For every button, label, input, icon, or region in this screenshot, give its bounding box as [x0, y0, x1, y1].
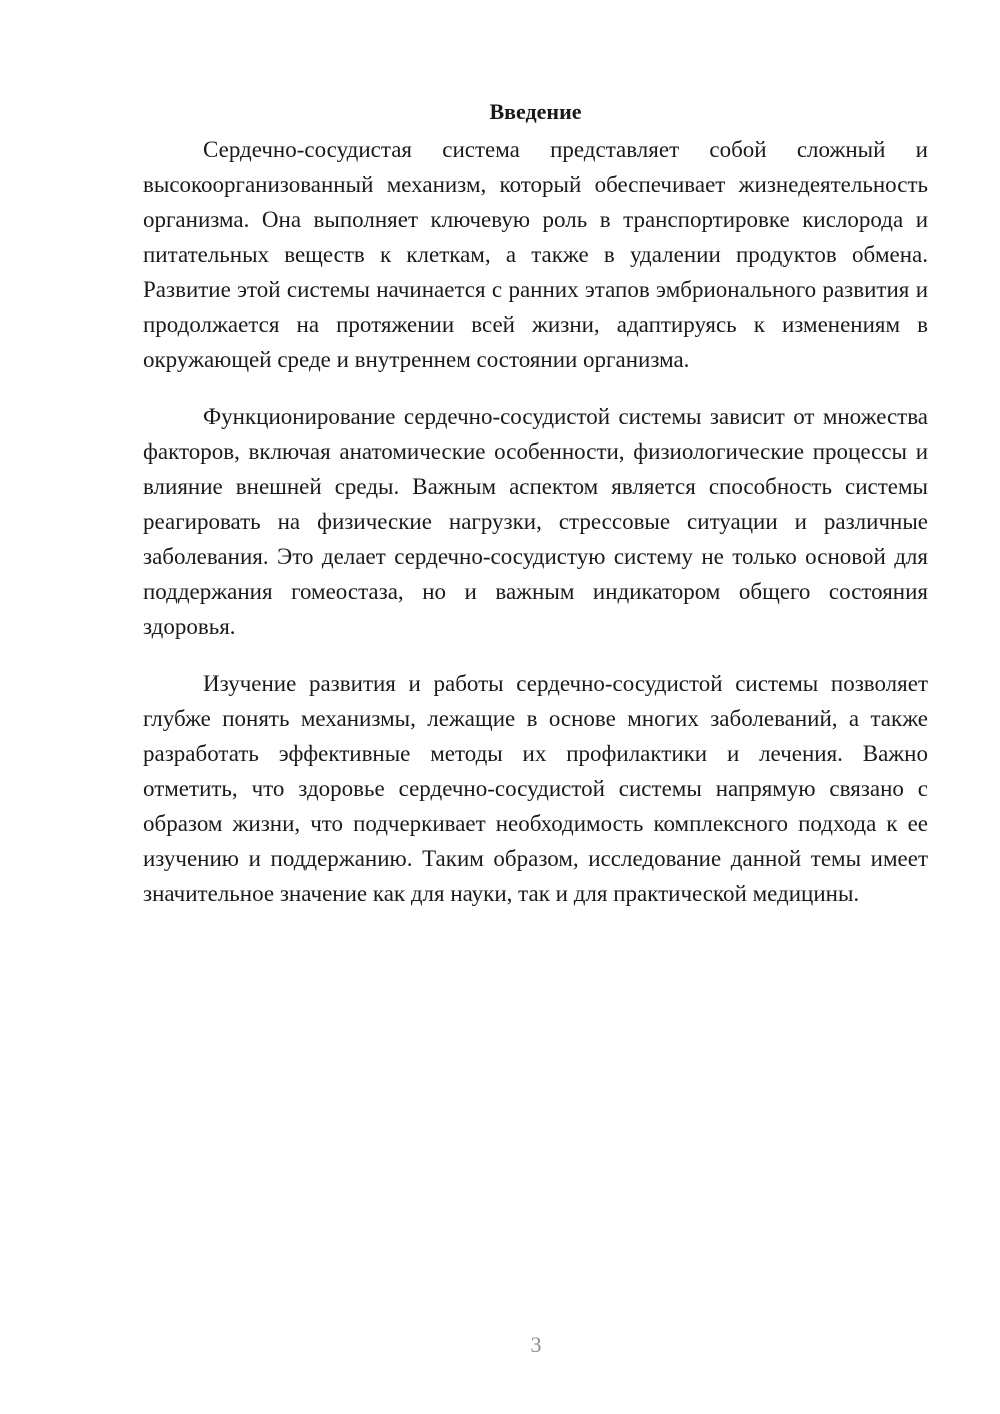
page-number: 3 — [530, 1332, 542, 1357]
paragraph-3: Изучение развития и работы сердечно-сосудистой системы позволяет глубже понять механизмы, лежащие в основе многих заболеваний, а также разработать эффективные методы их профилактики и лечения. Важно отметить, что здоровье сердечно-сосудистой системы напрямую связано с образом жизни, что подчеркивает необходимость комплексного подхода к ее изучению и поддержанию. Таким образом, исследование данной темы имеет значительное значение как для науки, так и для практической медицины. — [143, 671, 928, 906]
paragraph-1: Сердечно-сосудистая система представляет собой сложный и высокоорганизованный механизм, который обеспечивает жизнедеятельность организма. Она выполняет ключевую роль в транспортировке кислорода и питательных веществ к клеткам, а также в удалении продуктов обмена. Развитие этой системы начинается с ранних этапов эмбрионального развития и продолжается на протяжении всей жизни, адаптируясь к изменениям в окружающей среде и внутреннем состоянии организма. — [143, 137, 928, 372]
section-title: Введение — [489, 99, 582, 124]
page-content — [143, 96, 928, 933]
paragraph-2: Функционирование сердечно-сосудистой системы зависит от множества факторов, включая анатомические особенности, физиологические процессы и влияние внешней среды. Важным аспектом является способность системы реагировать на физические нагрузки, стрессовые ситуации и различные заболевания. Это делает сердечно-сосудистую систему не только основой для поддержания гомеостаза, но и важным индикатором общего состояния здоровья. — [143, 404, 928, 639]
